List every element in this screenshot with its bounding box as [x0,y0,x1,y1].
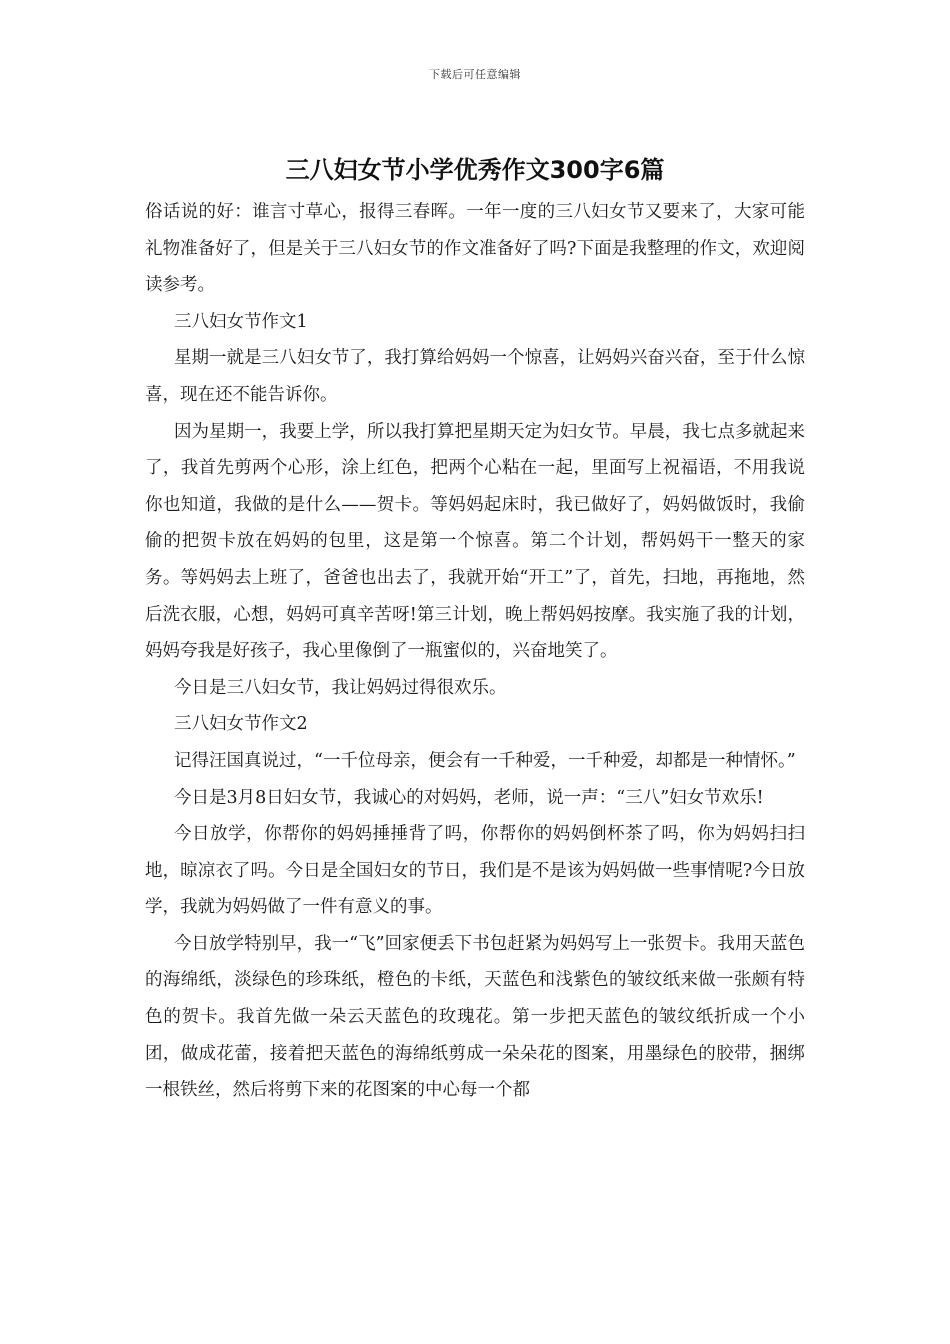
paragraph: 因为星期一，我要上学，所以我打算把星期天定为妇女节。早晨，我七点多就起来了，我首先剪两个心形，涂上红色，把两个心粘在一起，里面写上祝福语，不用我说你也知道，我做的是什么——贺卡。等妈妈起床时，我已做好了，妈妈做饭时，我偷偷的把贺卡放在妈妈的包里，这是第一个惊喜。第二个计划，帮妈妈干一整天的家务。等妈妈去上班了，爸爸也出去了，我就开始“开工”了，首先，扫地，再拖地，然后洗衣服，心想，妈妈可真辛苦呀!第三计划，晚上帮妈妈按摩。我实施了我的计划，妈妈夸我是好孩子，我心里像倒了一瓶蜜似的，兴奋地笑了。 [145,421,805,662]
paragraph: 今日是3月8日妇女节，我诚心的对妈妈，老师，说一声：“三八”妇女节欢乐! [174,787,764,808]
document-body [145,194,805,1109]
document-title: 三八妇女节小学优秀作文300字6篇 [285,156,665,184]
paragraph: 三八妇女节作文1 [174,311,308,332]
paragraph: 记得汪国真说过，“一千位母亲，便会有一千种爱，一千种爱，却都是一种情怀。” [174,750,796,771]
paragraph: 星期一就是三八妇女节了，我打算给妈妈一个惊喜，让妈妈兴奋兴奋，至于什么惊喜，现在还不能告诉你。 [145,348,805,405]
paragraph: 俗话说的好：谁言寸草心，报得三春晖。一年一度的三八妇女节又要来了，大家可能礼物准备好了，但是关于三八妇女节的作文准备好了吗?下面是我整理的作文，欢迎阅读参考。 [145,202,805,296]
paragraph: 今日放学，你帮你的妈妈捶捶背了吗，你帮你的妈妈倒杯茶了吗，你为妈妈扫扫地，晾凉衣了吗。今日是全国妇女的节日，我们是不是该为妈妈做一些事情呢?今日放学，我就为妈妈做了一件有意义的事。 [145,824,805,918]
paragraph: 三八妇女节作文2 [174,714,308,735]
paragraph: 今日放学特别早，我一“飞”回家便丢下书包赶紧为妈妈写上一张贺卡。我用天蓝色的海绵纸，淡绿色的珍珠纸，橙色的卡纸，天蓝色和浅紫色的皱纹纸来做一张颇有特色的贺卡。我首先做一朵云天蓝色的玫瑰花。第一步把天蓝色的皱纹纸折成一个小团，做成花蕾，接着把天蓝色的海绵纸剪成一朵朵花的图案，用墨绿色的胶带，捆绑一根铁丝，然后将剪下来的花图案的中心每一个都 [145,933,805,1101]
header-note: 下载后可任意编辑 [429,68,521,81]
paragraph: 今日是三八妇女节，我让妈妈过得很欢乐。 [174,677,507,698]
